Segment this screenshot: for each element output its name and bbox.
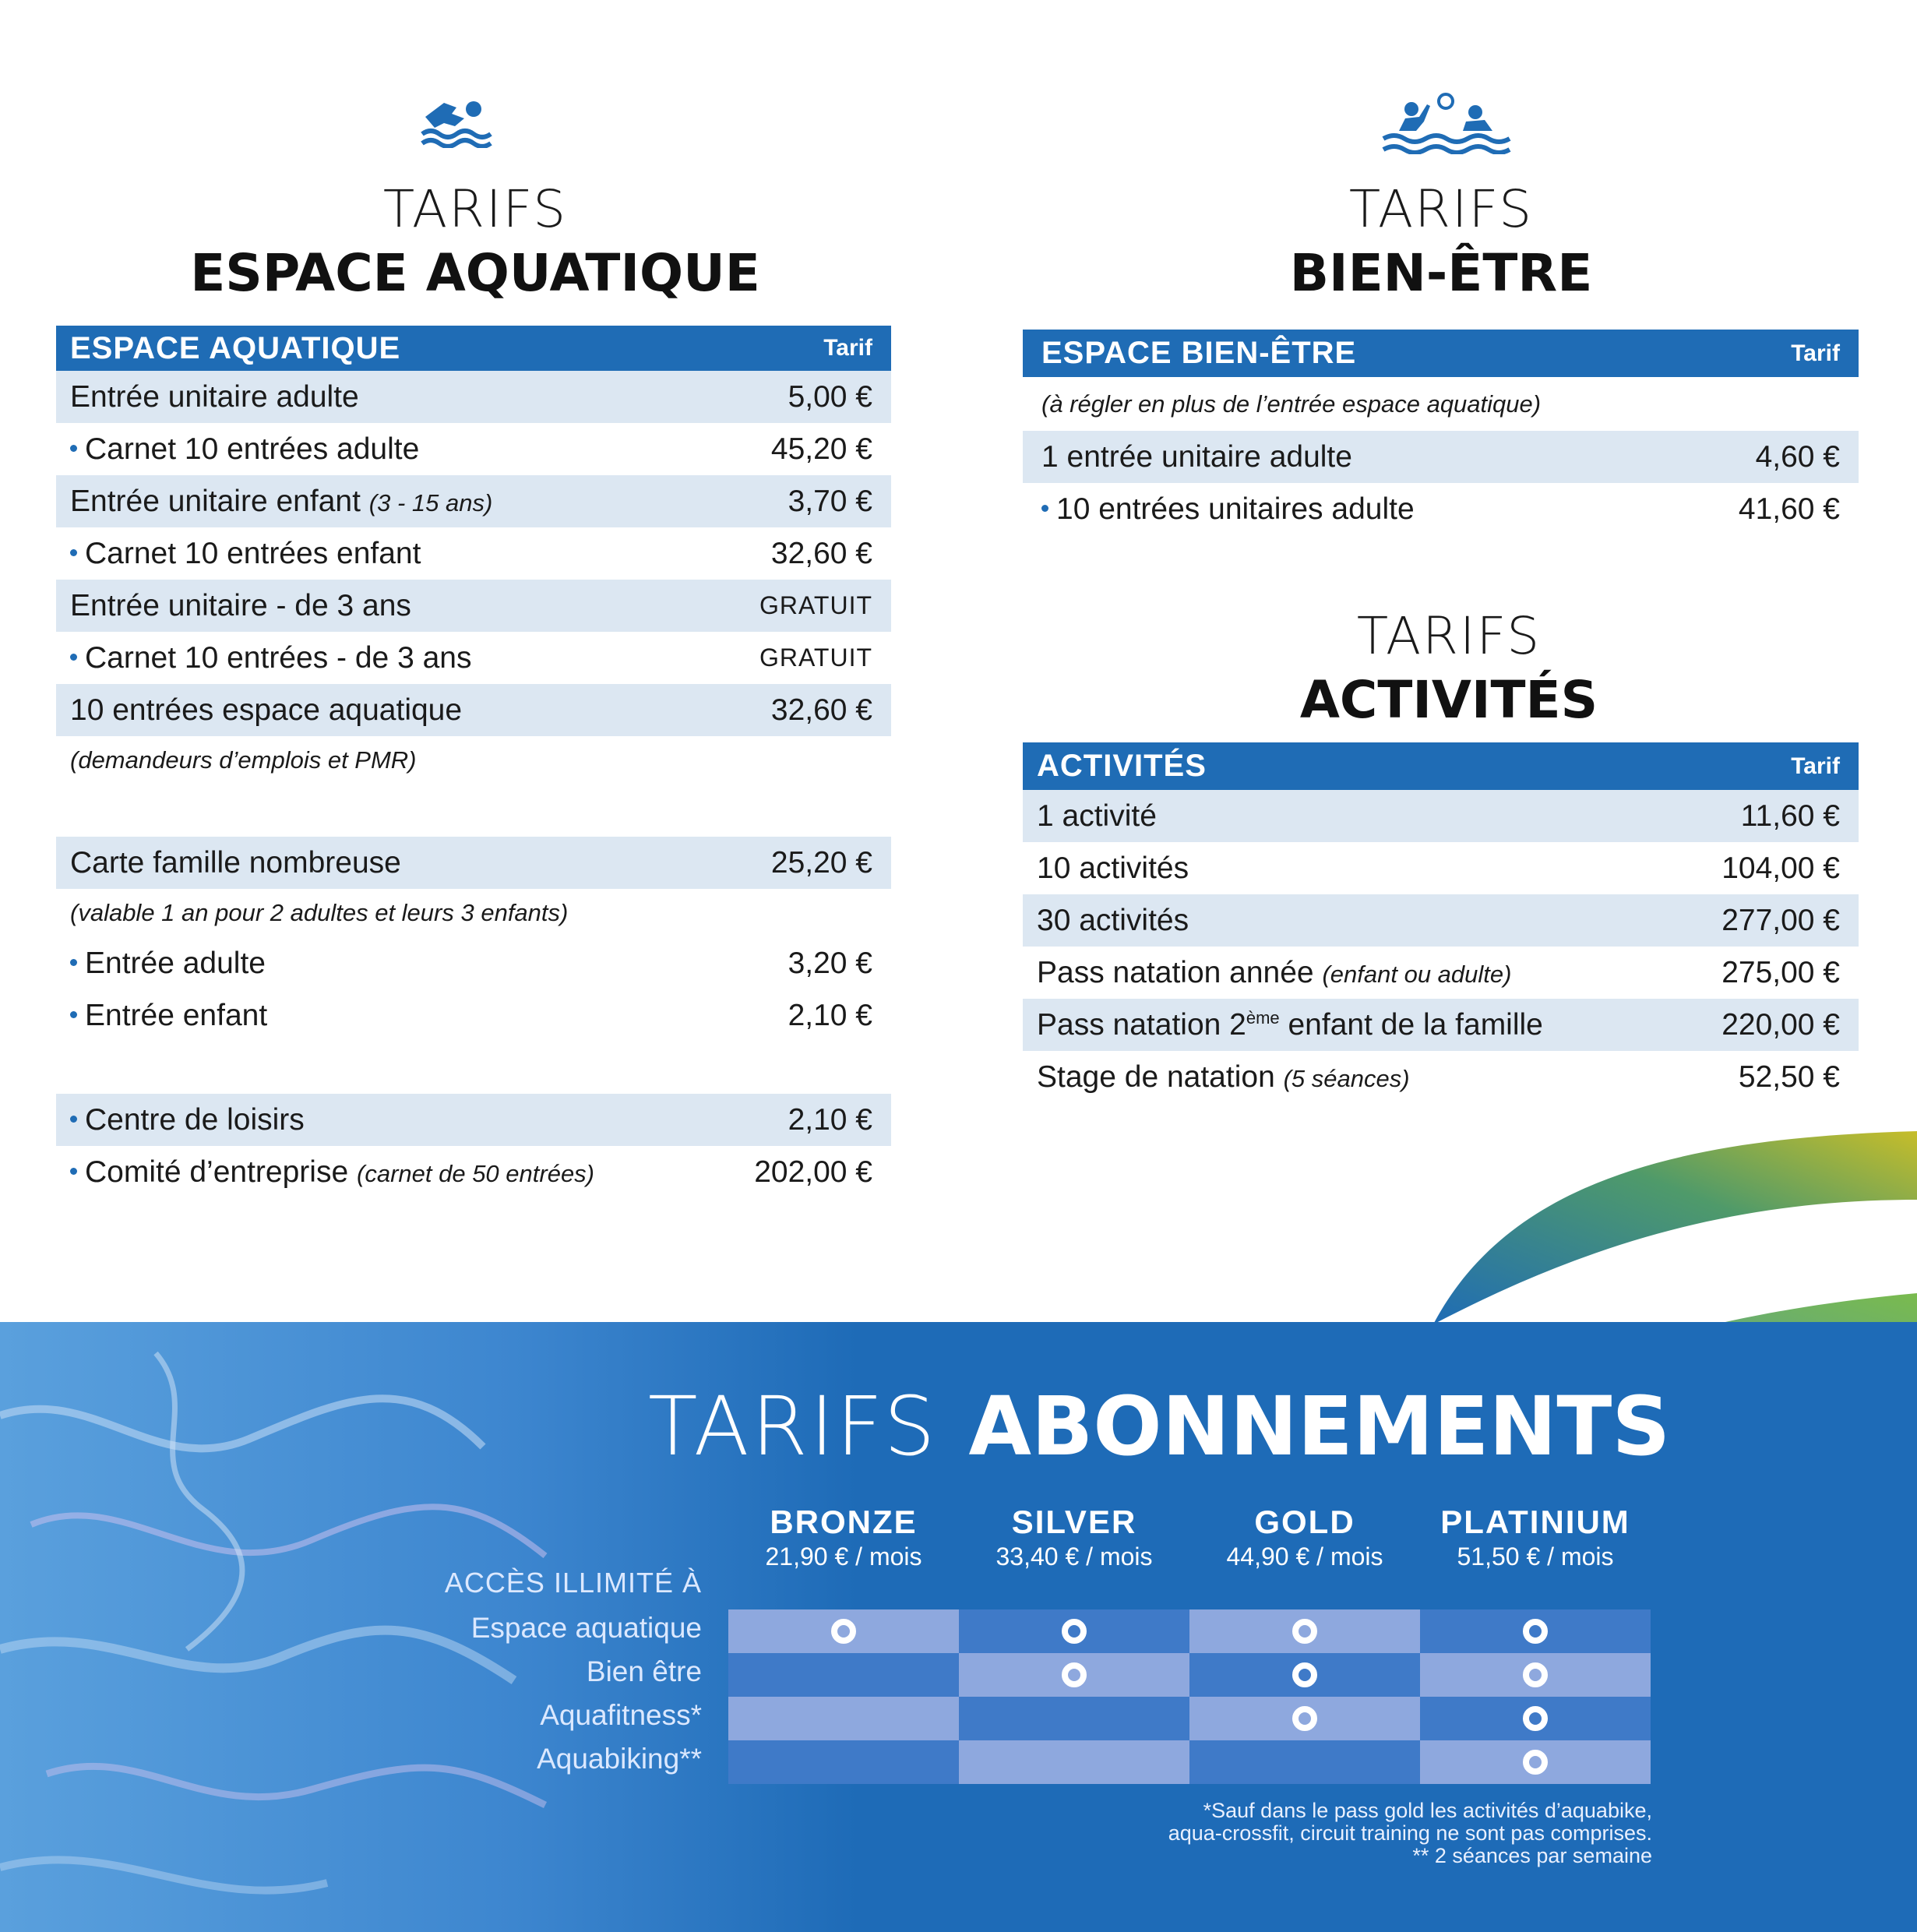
plan-gold [1189, 1504, 1420, 1571]
plan-bronze [728, 1504, 959, 1571]
aquatique-table-header [56, 326, 891, 371]
row-label: 10 entrées espace aquatique [70, 693, 463, 727]
grid-cell [1189, 1697, 1420, 1740]
row-label [70, 999, 267, 1033]
included-circle-icon [1292, 1706, 1317, 1731]
header-tarif: Tarif [823, 335, 872, 361]
included-circle-icon [1523, 1619, 1548, 1644]
aquatique-title: ESPACE AQUATIQUE [190, 243, 760, 303]
bullet-icon [70, 1168, 77, 1175]
row-value: 5,00 € [788, 379, 872, 414]
row-note: (carnet de 50 entrées) [357, 1159, 595, 1187]
table-row [1023, 483, 1859, 535]
table-row [56, 475, 891, 527]
included-circle-icon [1523, 1662, 1548, 1687]
plan-name: GOLD [1254, 1504, 1355, 1540]
table-row [56, 937, 891, 989]
included-circle-icon [1062, 1619, 1087, 1644]
table-row [56, 1094, 891, 1146]
feature-label: Aquafitness* [540, 1699, 702, 1731]
table-row [1023, 790, 1859, 842]
bullet-icon [70, 1116, 77, 1123]
footnote-line: *Sauf dans le pass gold les activités d’aquabike, [1203, 1799, 1652, 1822]
bullet-icon [1041, 505, 1048, 512]
row-value: 277,00 € [1721, 903, 1840, 937]
activites-title-top: TARIFS [1356, 606, 1542, 666]
grid-cell [959, 1740, 1189, 1784]
row-note: (enfant ou adulte) [1322, 960, 1512, 988]
plan-name: PLATINIUM [1440, 1504, 1630, 1540]
included-circle-icon [1292, 1619, 1317, 1644]
grid-cell [1189, 1653, 1420, 1697]
plan-platinium [1420, 1504, 1651, 1571]
bullet-icon [70, 445, 77, 452]
access-header: ACCÈS ILLIMITÉ À [444, 1567, 702, 1599]
header-tarif: Tarif [1791, 340, 1840, 366]
row-label-text: Entrée unitaire enfant [70, 484, 361, 518]
row-label-text: Comité d’entreprise [85, 1155, 349, 1189]
plan-price: 33,40 € / mois [996, 1542, 1153, 1571]
table-row [56, 580, 891, 632]
table-row [56, 423, 891, 475]
feature-label: Bien être [586, 1655, 702, 1687]
row-note: (3 - 15 ans) [368, 488, 493, 516]
bullet-icon [70, 959, 77, 966]
row-value: 4,60 € [1755, 439, 1840, 474]
table-row [56, 684, 891, 736]
table-row [56, 371, 891, 423]
feature-label: Aquabiking** [537, 1743, 702, 1775]
plan-price: 44,90 € / mois [1226, 1542, 1383, 1571]
row-value: 3,20 € [788, 946, 872, 980]
table-row [1023, 431, 1859, 483]
row-label [1037, 1060, 1410, 1095]
bien-etre-table-header [1023, 330, 1859, 377]
row-label-text: Stage de natation [1037, 1059, 1275, 1094]
row-label-text: Entrée enfant [85, 998, 268, 1032]
row-label-text: Pass natation 2 [1037, 1007, 1246, 1042]
grid-cell [728, 1697, 959, 1740]
row-label: Entrée unitaire adulte [70, 379, 359, 414]
row-value: 275,00 € [1721, 955, 1840, 989]
row-label: 30 activités [1037, 903, 1189, 937]
row-label-text: 10 entrées unitaires adulte [1056, 492, 1415, 526]
header-label: ACTIVITÉS [1037, 749, 1207, 783]
table-note: (demandeurs d’emplois et PMR) [70, 746, 417, 774]
row-value: 32,60 € [770, 536, 872, 570]
included-circle-icon [831, 1619, 856, 1644]
row-label [70, 947, 266, 981]
plan-name: SILVER [1011, 1504, 1137, 1540]
row-label-text: Carnet 10 entrées enfant [85, 536, 421, 570]
row-label [70, 1103, 305, 1137]
activites-table [1023, 742, 1859, 1103]
row-label [70, 1155, 594, 1190]
row-label: Carte famille nombreuse [70, 845, 401, 880]
grid-cell [1189, 1740, 1420, 1784]
row-label-text: enfant de la famille [1279, 1007, 1543, 1042]
bullet-icon [70, 654, 77, 661]
row-label [1037, 956, 1511, 990]
grid-cell [1420, 1697, 1651, 1740]
plan-price: 51,50 € / mois [1457, 1542, 1614, 1571]
grid-cell [1420, 1740, 1651, 1784]
header-label: ESPACE AQUATIQUE [70, 330, 401, 365]
included-circle-icon [1062, 1662, 1087, 1687]
row-value: 2,10 € [788, 1102, 872, 1137]
row-label-text: Centre de loisirs [85, 1102, 305, 1137]
row-label [1037, 1008, 1543, 1042]
row-note: (5 séances) [1283, 1064, 1410, 1092]
included-circle-icon [1292, 1662, 1317, 1687]
footnote [1168, 1800, 1652, 1867]
row-label-text: Carnet 10 entrées - de 3 ans [85, 640, 472, 675]
water-polo-icon [1382, 92, 1511, 154]
table-row [56, 1146, 891, 1198]
table-row [56, 989, 891, 1042]
table-row [1023, 999, 1859, 1051]
header-label: ESPACE BIEN-ÊTRE [1041, 336, 1357, 370]
swimmer-icon [421, 93, 492, 148]
bien-etre-title: BIEN-ÊTRE [1289, 243, 1593, 303]
grid-cell [728, 1609, 959, 1653]
row-label-sup: ème [1246, 1007, 1280, 1028]
row-value: 25,20 € [770, 845, 872, 880]
plan-name: BRONZE [770, 1504, 918, 1540]
grid-cell [1420, 1609, 1651, 1653]
grid-cell [728, 1653, 959, 1697]
row-label [70, 485, 492, 519]
row-value: 52,50 € [1738, 1059, 1840, 1094]
row-label: 10 activités [1037, 851, 1189, 885]
row-value: 45,20 € [770, 432, 872, 466]
feature-label: Espace aquatique [470, 1612, 702, 1644]
table-row [1023, 947, 1859, 999]
row-value: 202,00 € [754, 1155, 872, 1189]
bullet-icon [70, 549, 77, 556]
aquatique-title-top: TARIFS [382, 179, 568, 239]
grid-cell [1420, 1653, 1651, 1697]
activites-table-header [1023, 742, 1859, 790]
row-label-text: Pass natation année [1037, 955, 1314, 989]
activites-title: ACTIVITÉS [1299, 670, 1598, 730]
bullet-icon [70, 1011, 77, 1018]
grid-cell [728, 1740, 959, 1784]
grid-cell [959, 1697, 1189, 1740]
grid-cell [1189, 1609, 1420, 1653]
abonnements-title-bold: ABONNEMENTS [968, 1379, 1671, 1474]
plan-silver [959, 1504, 1189, 1571]
grid-cell [959, 1609, 1189, 1653]
row-label: 1 entrée unitaire adulte [1041, 439, 1352, 474]
included-circle-icon [1523, 1750, 1548, 1775]
row-value: 3,70 € [788, 484, 872, 518]
table-row [1023, 894, 1859, 947]
abonnements-title [648, 1379, 1670, 1474]
included-circle-icon [1523, 1706, 1548, 1731]
row-label [70, 537, 421, 571]
table-note: (à régler en plus de l’entrée espace aquatique) [1041, 390, 1542, 418]
row-value: GRATUIT [759, 591, 872, 619]
row-label-text: Entrée adulte [85, 946, 266, 980]
header-tarif: Tarif [1791, 753, 1840, 779]
aquatique-table [56, 326, 891, 1198]
footnote-line: aqua-crossfit, circuit training ne sont pas comprises. [1168, 1821, 1652, 1845]
table-row [1023, 1051, 1859, 1103]
footnote-line: ** 2 séances par semaine [1412, 1844, 1652, 1867]
row-value: 32,60 € [770, 693, 872, 727]
plan-price: 21,90 € / mois [765, 1542, 922, 1571]
bien-etre-title-top: TARIFS [1348, 179, 1534, 239]
row-value: 2,10 € [788, 998, 872, 1032]
grid-cell [959, 1653, 1189, 1697]
row-label-text: Carnet 10 entrées adulte [85, 432, 420, 466]
table-row [56, 527, 891, 580]
row-label [70, 432, 419, 467]
row-value: 41,60 € [1738, 492, 1840, 526]
bien-etre-table [1023, 330, 1859, 535]
row-label [70, 641, 471, 675]
abonnements-title-light: TARIFS [648, 1379, 938, 1474]
row-label: Entrée unitaire - de 3 ans [70, 588, 411, 622]
table-row [56, 837, 891, 889]
row-label: 1 activité [1037, 799, 1157, 833]
row-value: 11,60 € [1740, 799, 1840, 833]
row-value: 220,00 € [1721, 1007, 1840, 1042]
table-row [1023, 842, 1859, 894]
table-note: (valable 1 an pour 2 adultes et leurs 3 enfants) [70, 899, 569, 926]
row-value: 104,00 € [1721, 851, 1840, 885]
table-row [56, 632, 891, 684]
row-value: GRATUIT [759, 643, 872, 672]
row-label [1041, 492, 1415, 527]
